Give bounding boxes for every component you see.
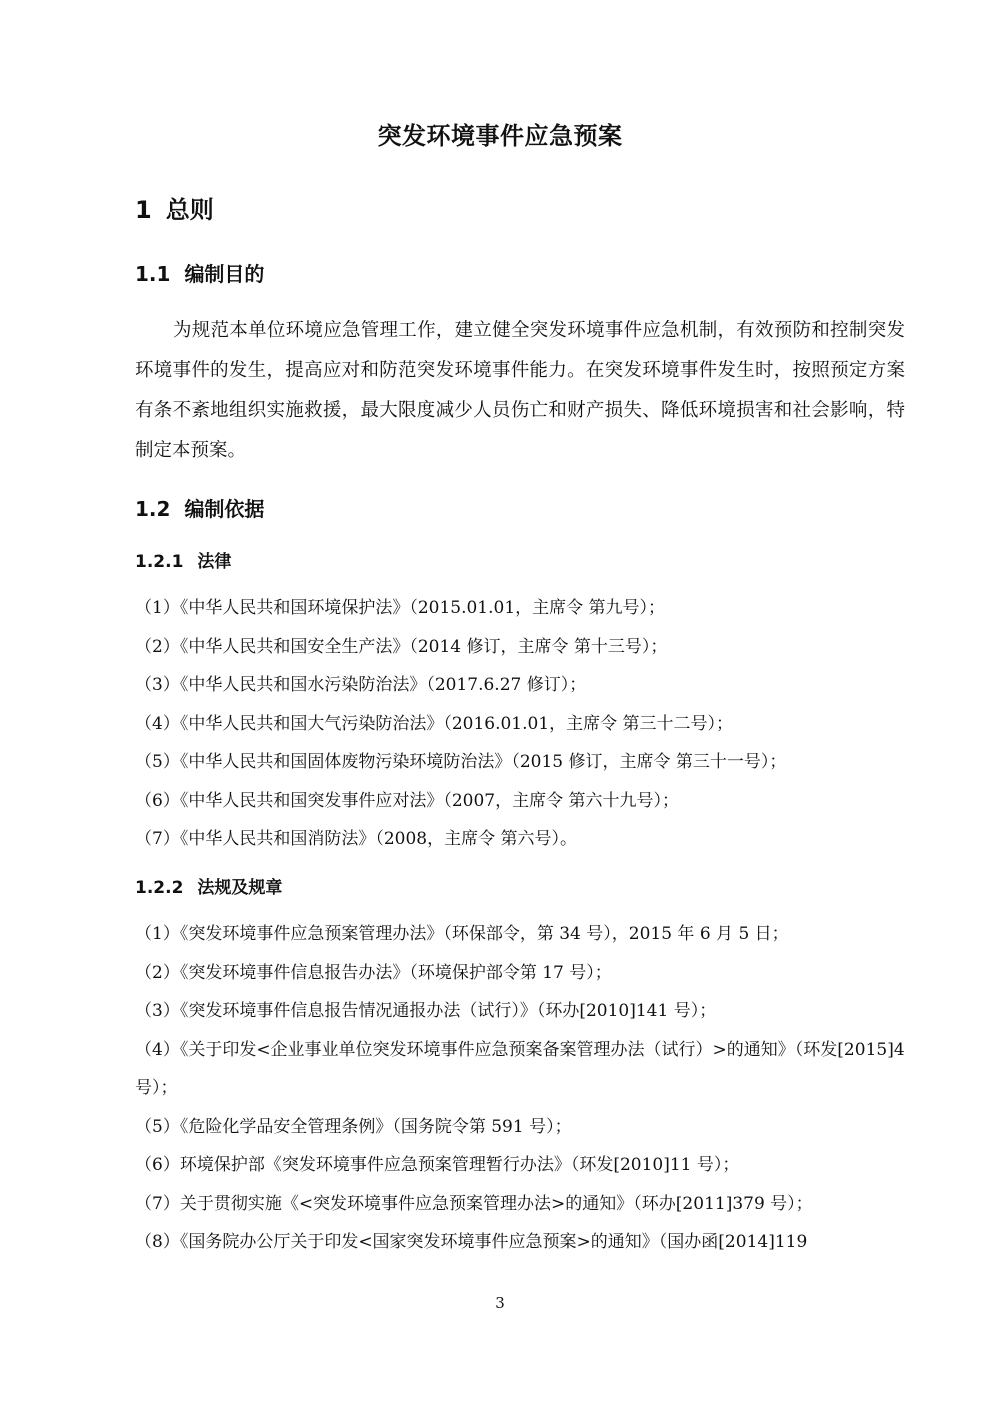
list-item: （6）环境保护部《突发环境事件应急预案管理暂行办法》（环发[2010]11 号）；	[135, 1155, 740, 1175]
list-item: （5）《危险化学品安全管理条例》（国务院令第 591 号）；	[135, 1116, 572, 1137]
purpose-paragraph: 为规范本单位环境应急管理工作，建立健全突发环境事件应急机制，有效预防和控制突发环境事件的发生，提高应对和防范突发环境事件能力。在突发环境事件发生时，按照预定方案有条不紊地组织实施救援，最大限度减少人员伤亡和财产损失、降低环境损害和社会影响，特制定本预案。	[135, 320, 905, 461]
section-1-number: 1	[135, 196, 152, 224]
list-item: （2）《中华人民共和国安全生产法》（2014 修订，主席令 第十三号）；	[135, 636, 668, 657]
section-1-1-heading	[135, 259, 264, 289]
section-1-2-1-number: 1.2.1	[135, 552, 184, 572]
list-item: （5）《中华人民共和国固体废物污染环境防治法》（2015 修订，主席令 第三十一号）；	[135, 752, 787, 772]
section-1-1-title: 编制目的	[184, 262, 265, 286]
section-1-2-number: 1.2	[135, 497, 171, 521]
section-1-2-2-heading	[135, 875, 282, 901]
list-item: （8）《国务院办公厅关于印发<国家突发环境事件应急预案>的通知》（国办函[2014]119	[135, 1232, 808, 1252]
section-1-2-heading	[135, 494, 264, 524]
list-item: （3）《突发环境事件信息报告情况通报办法（试行）》（环办[2010]141 号）；	[135, 1001, 717, 1021]
section-1-title: 总则	[165, 196, 214, 224]
section-1-2-2-number: 1.2.2	[135, 878, 184, 898]
section-1-heading	[135, 192, 214, 228]
section-1-1-number: 1.1	[135, 262, 171, 286]
list-item: （7）关于贯彻实施《<突发环境事件应急预案管理办法>的通知》（环办[2011]379 号）；	[135, 1193, 813, 1214]
list-item: （6）《中华人民共和国突发事件应对法》（2007，主席令 第六十九号）；	[135, 790, 679, 811]
list-item: （7）《中华人民共和国消防法》（2008，主席令 第六号）。	[135, 829, 577, 849]
list-item: （3）《中华人民共和国水污染防治法》（2017.6.27 修订）；	[135, 675, 587, 695]
list-item: （4）《中华人民共和国大气污染防治法》（2016.01.01，主席令 第三十二号）；	[135, 713, 734, 734]
regulations-list	[135, 915, 915, 1262]
document-title: 突发环境事件应急预案	[377, 122, 623, 150]
list-item: （2）《突发环境事件信息报告办法》（环境保护部令第 17 号）；	[135, 962, 612, 983]
section-1-2-2-title: 法规及规章	[197, 878, 283, 898]
laws-list	[135, 589, 915, 859]
list-item: （4）《关于印发<企业事业单位突发环境事件应急预案备案管理办法（试行）>的通知》（环发[2015]4 号）；	[135, 1039, 905, 1098]
section-1-2-1-title: 法律	[197, 552, 232, 572]
list-item: （1）《突发环境事件应急预案管理办法》（环保部令，第 34 号），2015 年 6 月 5 日；	[135, 924, 789, 944]
page-number: 3	[495, 1294, 505, 1312]
section-1-2-1-heading	[135, 549, 231, 575]
section-1-2-title: 编制依据	[184, 497, 265, 521]
list-item: （1）《中华人民共和国环境保护法》（2015.01.01，主席令 第九号）；	[135, 598, 666, 618]
